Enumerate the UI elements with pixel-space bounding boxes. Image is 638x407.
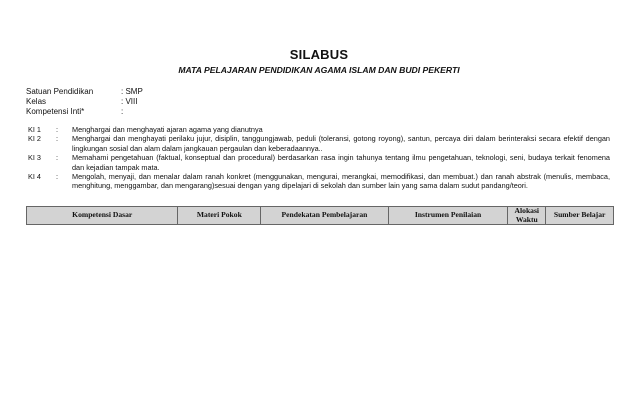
- ki-item: [28, 153, 610, 172]
- silabus-table-header: [26, 206, 614, 225]
- ki-colon: :: [56, 172, 59, 182]
- document-title: SILABUS: [289, 47, 349, 62]
- ki-item: [28, 125, 610, 134]
- ki-text: Menghargai dan menghayati ajaran agama yang dianutnya: [72, 125, 263, 134]
- ki-colon: :: [56, 153, 59, 163]
- meta-label: Kompetensi Inti*: [26, 107, 85, 116]
- header-materi-pokok: Materi Pokok: [178, 207, 261, 224]
- document-subtitle: MATA PELAJARAN PENDIDIKAN AGAMA ISLAM DAN BUDI PEKERTI: [178, 65, 460, 75]
- ki-label: KI 3: [28, 153, 41, 163]
- ki-label: KI 2: [28, 134, 41, 144]
- meta-row-kompetensi: [26, 107, 143, 117]
- ki-item: [28, 134, 610, 153]
- meta-label: Satuan Pendidikan: [26, 87, 94, 96]
- ki-text: Memahami pengetahuan (faktual, konseptual dan procedural) berdasarkan rasa ingin tahunya tentang ilmu pengetahuan, teknologi, seni, budaya terkait fenomena dan kejadian tampak mata.: [72, 153, 610, 172]
- header-kompetensi-dasar: Kompetensi Dasar: [27, 207, 178, 224]
- ki-label: KI 4: [28, 172, 41, 182]
- header-instrumen-penilaian: Instrumen Penilaian: [389, 207, 509, 224]
- header-alokasi-waktu: Alokasi Waktu: [508, 207, 546, 224]
- header-sumber-belajar: Sumber Belajar: [553, 210, 606, 220]
- meta-section: [26, 87, 143, 117]
- kompetensi-inti-list: [28, 125, 610, 191]
- ki-item: [28, 172, 610, 191]
- meta-row-satuan: [26, 87, 143, 97]
- meta-value: : VIII: [121, 97, 138, 106]
- meta-value: : SMP: [121, 87, 143, 96]
- header-pendekatan-pembelajaran: Pendekatan Pembelajaran: [261, 207, 389, 224]
- ki-text: Menghargai dan menghayati perilaku jujur, disiplin, tanggungjawab, peduli (toleransi, gotong royong), santun, percaya diri dalam berinteraksi secara efektif dengan lingkungan sosial dan alam dalam jangkauan pergaulan dan keberadaannya..: [72, 134, 610, 153]
- meta-label: Kelas: [26, 97, 47, 106]
- ki-label: KI 1: [28, 125, 41, 134]
- meta-value: :: [121, 107, 124, 116]
- ki-colon: :: [56, 125, 59, 134]
- meta-row-kelas: [26, 97, 143, 107]
- ki-colon: :: [56, 134, 59, 144]
- ki-text: Mengolah, menyaji, dan menalar dalam ranah konkret (menggunakan, mengurai, merangkai, memodifikasi, dan membuat.) dan ranah abstrak (menulis, membaca, menghitung, menggambar, dan mengarang)sesuai dengan yang dipelajari di sekolah dan sumber lain yang sama dalam sudut pandang/teori.: [72, 172, 610, 191]
